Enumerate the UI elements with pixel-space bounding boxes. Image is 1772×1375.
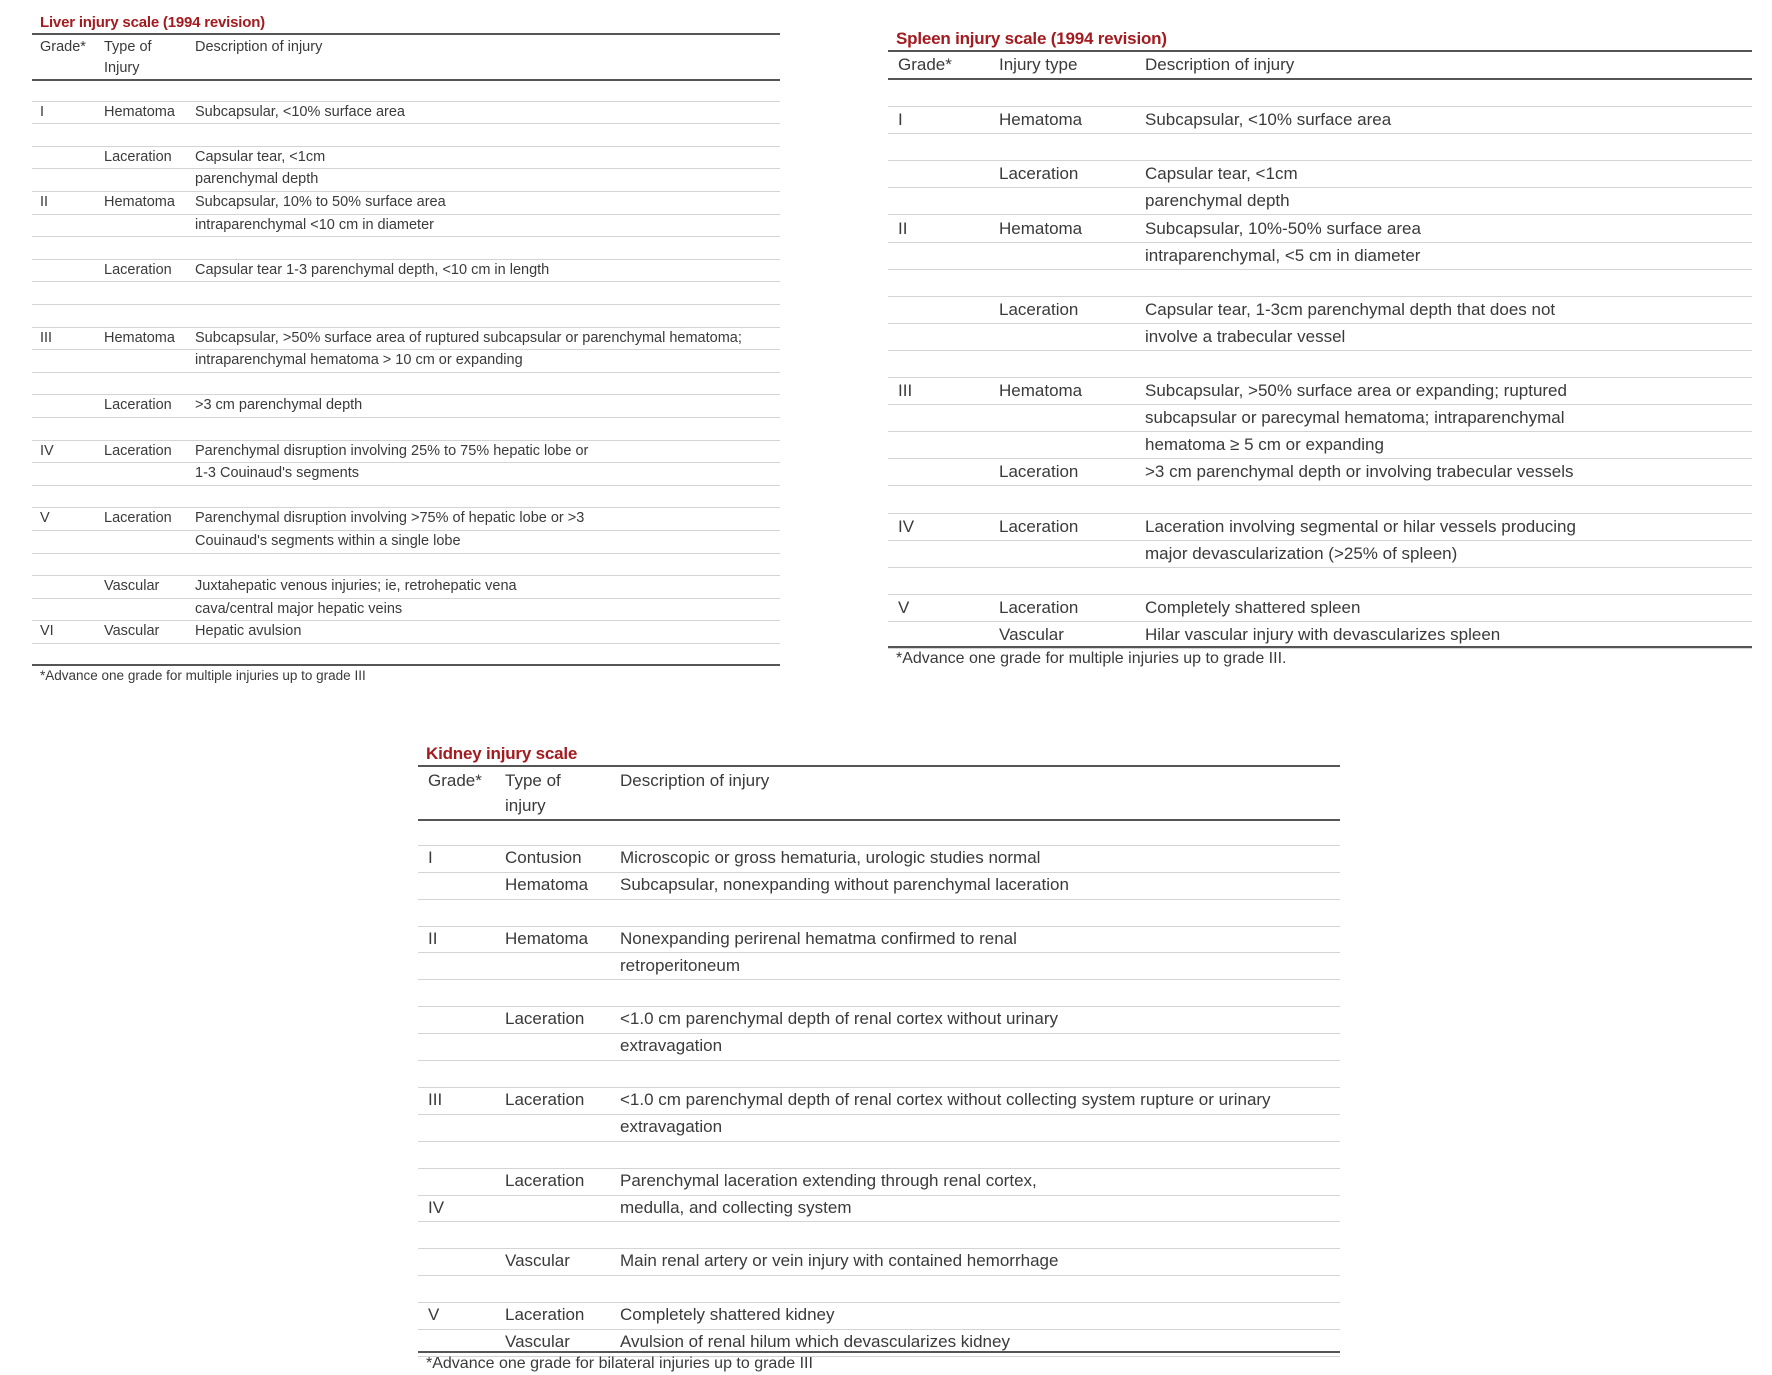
spleen-table-row — [888, 487, 1752, 514]
spleen-table-row — [888, 216, 1752, 243]
spleen-cell-description: Subcapsular, >50% surface area or expanding; ruptured — [1145, 381, 1567, 401]
spleen-table-row — [888, 107, 1752, 134]
liver-cell-description: intraparenchymal hematoma > 10 cm or expanding — [195, 352, 523, 369]
spleen-table-row — [888, 243, 1752, 270]
liver-cell-grade: V — [40, 510, 50, 527]
kidney-table-row — [418, 819, 1340, 846]
liver-cell-grade: VI — [40, 623, 54, 640]
spleen-cell-description: Completely shattered spleen — [1145, 597, 1361, 617]
liver-table-row — [32, 102, 780, 125]
kidney-table-row — [418, 1249, 1340, 1276]
liver-cell-type: Hematoma — [104, 194, 175, 210]
kidney-table-row — [418, 1061, 1340, 1088]
spleen-cell-type: Laceration — [999, 299, 1079, 319]
kidney-cell-type: Laceration — [505, 1009, 585, 1029]
kidney-cell-type: Vascular — [505, 1332, 570, 1352]
liver-table-title: Liver injury scale (1994 revision) — [40, 14, 265, 31]
kidney-cell-description: extravagation — [620, 1036, 723, 1056]
kidney-table-row — [418, 1115, 1340, 1142]
spleen-cell-grade: IV — [898, 516, 915, 536]
spleen-table-title: Spleen injury scale (1994 revision) — [896, 29, 1167, 48]
spleen-cell-grade: II — [898, 218, 908, 238]
spleen-cell-type: Laceration — [999, 516, 1079, 536]
liver-injury-table — [32, 14, 780, 694]
liver-header-description: Description of injury — [195, 39, 323, 55]
kidney-table-row — [418, 927, 1340, 954]
liver-cell-grade: II — [40, 194, 49, 210]
spleen-cell-description: Capsular tear, <1cm — [1145, 164, 1298, 184]
liver-cell-description: Juxtahepatic venous injuries; ie, retrohepatic vena — [195, 578, 517, 595]
kidney-injury-table — [418, 744, 1340, 1374]
liver-table-row — [32, 373, 780, 396]
liver-cell-type: Vascular — [104, 578, 160, 595]
liver-cell-type: Laceration — [104, 397, 172, 414]
spleen-table-row — [888, 378, 1752, 405]
liver-table-row — [32, 486, 780, 509]
kidney-cell-description: Main renal artery or vein injury with contained hemorrhage — [620, 1251, 1059, 1271]
liver-cell-type: Laceration — [104, 261, 172, 278]
spleen-table-row — [888, 297, 1752, 324]
liver-table-row — [32, 599, 780, 622]
liver-cell-type: Hematoma — [104, 329, 175, 346]
spleen-table-row — [888, 541, 1752, 568]
kidney-cell-type: Hematoma — [505, 874, 589, 894]
spleen-table-row — [888, 324, 1752, 351]
kidney-table-row — [418, 1088, 1340, 1115]
kidney-cell-description: <1.0 cm parenchymal depth of renal cortex without urinary — [620, 1009, 1058, 1029]
liver-cell-description: Capsular tear 1-3 parenchymal depth, <10 cm in length — [195, 261, 550, 278]
kidney-cell-description: Microscopic or gross hematuria, urologic studies normal — [620, 847, 1041, 867]
spleen-cell-grade: I — [898, 110, 903, 130]
kidney-cell-grade: V — [428, 1305, 440, 1325]
kidney-cell-description: Completely shattered kidney — [620, 1305, 835, 1325]
kidney-table-row — [418, 1142, 1340, 1169]
kidney-cell-grade: II — [428, 928, 438, 948]
kidney-table-row — [418, 1169, 1340, 1196]
liver-cell-description: 1-3 Couinaud's segments — [195, 465, 359, 482]
spleen-cell-description: Subcapsular, <10% surface area — [1145, 110, 1392, 130]
kidney-cell-grade: I — [428, 847, 433, 867]
liver-cell-description: Couinaud's segments within a single lobe — [195, 533, 461, 549]
kidney-header-grade: Grade* — [428, 771, 482, 790]
liver-cell-grade: IV — [40, 442, 54, 459]
spleen-cell-type: Hematoma — [999, 218, 1083, 238]
spleen-cell-type: Vascular — [999, 625, 1064, 644]
liver-cell-description: Subcapsular, 10% to 50% surface area — [195, 194, 446, 210]
kidney-table-title: Kidney injury scale — [426, 744, 578, 763]
kidney-footnote: *Advance one grade for bilateral injuries up to grade III — [426, 1355, 813, 1372]
liver-header-grade: Grade* — [40, 39, 86, 55]
liver-table-row — [32, 169, 780, 192]
spleen-cell-description: major devascularization (>25% of spleen) — [1145, 543, 1458, 563]
spleen-cell-description: Capsular tear, 1-3cm parenchymal depth that does not — [1145, 299, 1556, 319]
spleen-footnote: *Advance one grade for multiple injuries up to grade III. — [896, 650, 1287, 667]
kidney-table-row — [418, 1196, 1340, 1223]
spleen-cell-description: Subcapsular, 10%-50% surface area — [1145, 218, 1421, 238]
kidney-cell-type: Hematoma — [505, 928, 589, 948]
spleen-cell-type: Hematoma — [999, 381, 1083, 401]
kidney-cell-type: Laceration — [505, 1090, 585, 1109]
liver-cell-type: Vascular — [104, 623, 160, 640]
spleen-cell-type: Hematoma — [999, 110, 1083, 130]
spleen-table-row — [888, 270, 1752, 297]
kidney-table-header — [418, 765, 1340, 821]
liver-cell-type: Laceration — [104, 510, 172, 527]
spleen-cell-description: involve a trabecular vessel — [1145, 326, 1346, 346]
liver-cell-description: Capsular tear, <1cm — [195, 148, 326, 165]
spleen-cell-description: intraparenchymal, <5 cm in diameter — [1145, 245, 1421, 265]
spleen-cell-description: parenchymal depth — [1145, 191, 1290, 211]
kidney-table-row — [418, 846, 1340, 873]
kidney-table-row — [418, 954, 1340, 981]
liver-header-type: Type of Injury — [104, 39, 152, 76]
kidney-table-bottom-rule — [418, 1351, 1340, 1353]
liver-cell-grade: III — [40, 329, 53, 346]
kidney-header-description: Description of injury — [620, 771, 770, 790]
kidney-cell-type: Contusion — [505, 847, 582, 867]
spleen-table-row — [888, 514, 1752, 541]
liver-table-row — [32, 441, 780, 464]
spleen-table-row — [888, 161, 1752, 188]
kidney-cell-type: Laceration — [505, 1170, 585, 1190]
liver-table-row — [32, 621, 780, 644]
liver-table-row — [32, 508, 780, 531]
liver-cell-description: cava/central major hepatic veins — [195, 600, 403, 617]
liver-table-row — [32, 531, 780, 554]
kidney-table-row — [418, 1303, 1340, 1330]
spleen-cell-description: Laceration involving segmental or hilar vessels producing — [1145, 516, 1576, 536]
liver-table-row — [32, 282, 780, 305]
kidney-table-row — [418, 873, 1340, 900]
liver-cell-type: Laceration — [104, 442, 172, 459]
liver-table-row — [32, 576, 780, 599]
spleen-table-bottom-rule — [888, 646, 1752, 648]
liver-table-row — [32, 147, 780, 170]
kidney-table-row — [418, 1034, 1340, 1061]
liver-table-header — [32, 33, 780, 81]
spleen-table-row — [888, 432, 1752, 459]
kidney-table-row — [418, 980, 1340, 1007]
liver-cell-grade: I — [40, 103, 45, 120]
spleen-cell-description: Hilar vascular injury with devascularizes spleen — [1145, 625, 1501, 644]
liver-cell-type: Hematoma — [104, 103, 175, 120]
liver-footnote: *Advance one grade for multiple injuries up to grade III — [40, 668, 366, 683]
spleen-table-row — [888, 405, 1752, 432]
liver-table-row — [32, 215, 780, 238]
kidney-cell-grade: IV — [428, 1197, 445, 1217]
kidney-cell-description: medulla, and collecting system — [620, 1197, 852, 1217]
spleen-cell-type: Laceration — [999, 164, 1079, 184]
liver-cell-description: Parenchymal disruption involving 25% to 75% hepatic lobe or — [195, 442, 589, 459]
liver-cell-description: parenchymal depth — [195, 171, 319, 188]
spleen-table-row — [888, 459, 1752, 486]
spleen-header-type: Injury type — [999, 55, 1078, 74]
spleen-cell-type: Laceration — [999, 462, 1079, 482]
liver-table-row — [32, 237, 780, 260]
spleen-cell-grade: III — [898, 381, 913, 401]
kidney-cell-description: Avulsion of renal hilum which devascularizes kidney — [620, 1332, 1010, 1352]
liver-cell-description: Subcapsular, <10% surface area — [195, 103, 405, 120]
kidney-table-row — [418, 1223, 1340, 1250]
liver-table-row — [32, 554, 780, 577]
liver-table-row — [32, 79, 780, 102]
liver-table-bottom-rule — [32, 664, 780, 666]
liver-table-row — [32, 395, 780, 418]
liver-table-row — [32, 192, 780, 215]
kidney-header-type: Type of injury — [505, 771, 561, 815]
liver-table-row — [32, 463, 780, 486]
spleen-cell-grade: V — [898, 597, 910, 617]
liver-row-rule — [32, 643, 780, 644]
liver-table-row — [32, 350, 780, 373]
kidney-cell-description: <1.0 cm parenchymal depth of renal cortex without collecting system rupture or urinary — [620, 1090, 1271, 1109]
kidney-cell-description: Parenchymal laceration extending through renal cortex, — [620, 1170, 1037, 1190]
liver-cell-description: Subcapsular, >50% surface area of ruptured subcapsular or parenchymal hematoma; — [195, 329, 742, 346]
kidney-cell-type: Vascular — [505, 1251, 570, 1271]
spleen-table-row — [888, 351, 1752, 378]
kidney-cell-type: Laceration — [505, 1305, 585, 1325]
liver-table-row — [32, 124, 780, 147]
kidney-table-row — [418, 900, 1340, 927]
spleen-cell-description: subcapsular or parecymal hematoma; intraparenchymal — [1145, 408, 1565, 428]
kidney-cell-description: Nonexpanding perirenal hematma confirmed to renal — [620, 928, 1017, 948]
spleen-cell-description: >3 cm parenchymal depth or involving trabecular vessels — [1145, 462, 1574, 482]
liver-cell-description: Parenchymal disruption involving >75% of hepatic lobe or >3 — [195, 510, 585, 527]
liver-table-row — [32, 418, 780, 441]
kidney-cell-description: extravagation — [620, 1116, 723, 1136]
liver-table-row — [32, 260, 780, 283]
spleen-table-row — [888, 595, 1752, 622]
spleen-row-rule — [888, 648, 1752, 649]
liver-table-row — [32, 305, 780, 328]
spleen-table-row — [888, 568, 1752, 595]
spleen-table-row — [888, 134, 1752, 161]
spleen-header-grade: Grade* — [898, 55, 952, 74]
liver-cell-description: >3 cm parenchymal depth — [195, 397, 363, 414]
spleen-table-row — [888, 188, 1752, 215]
spleen-header-description: Description of injury — [1145, 55, 1295, 74]
kidney-table-row — [418, 1007, 1340, 1034]
kidney-cell-description: retroperitoneum — [620, 955, 741, 975]
liver-cell-description: intraparenchymal <10 cm in diameter — [195, 216, 434, 233]
spleen-cell-type: Laceration — [999, 597, 1079, 617]
liver-cell-type: Laceration — [104, 148, 172, 165]
kidney-cell-grade: III — [428, 1090, 443, 1109]
spleen-table-header — [888, 50, 1752, 80]
kidney-cell-description: Subcapsular, nonexpanding without parenchymal laceration — [620, 874, 1069, 894]
spleen-cell-description: hematoma ≥ 5 cm or expanding — [1145, 435, 1384, 455]
spleen-table-row — [888, 80, 1752, 107]
kidney-table-row — [418, 1276, 1340, 1303]
spleen-injury-table — [888, 28, 1752, 688]
liver-table-row — [32, 328, 780, 351]
liver-cell-description: Hepatic avulsion — [195, 623, 302, 640]
